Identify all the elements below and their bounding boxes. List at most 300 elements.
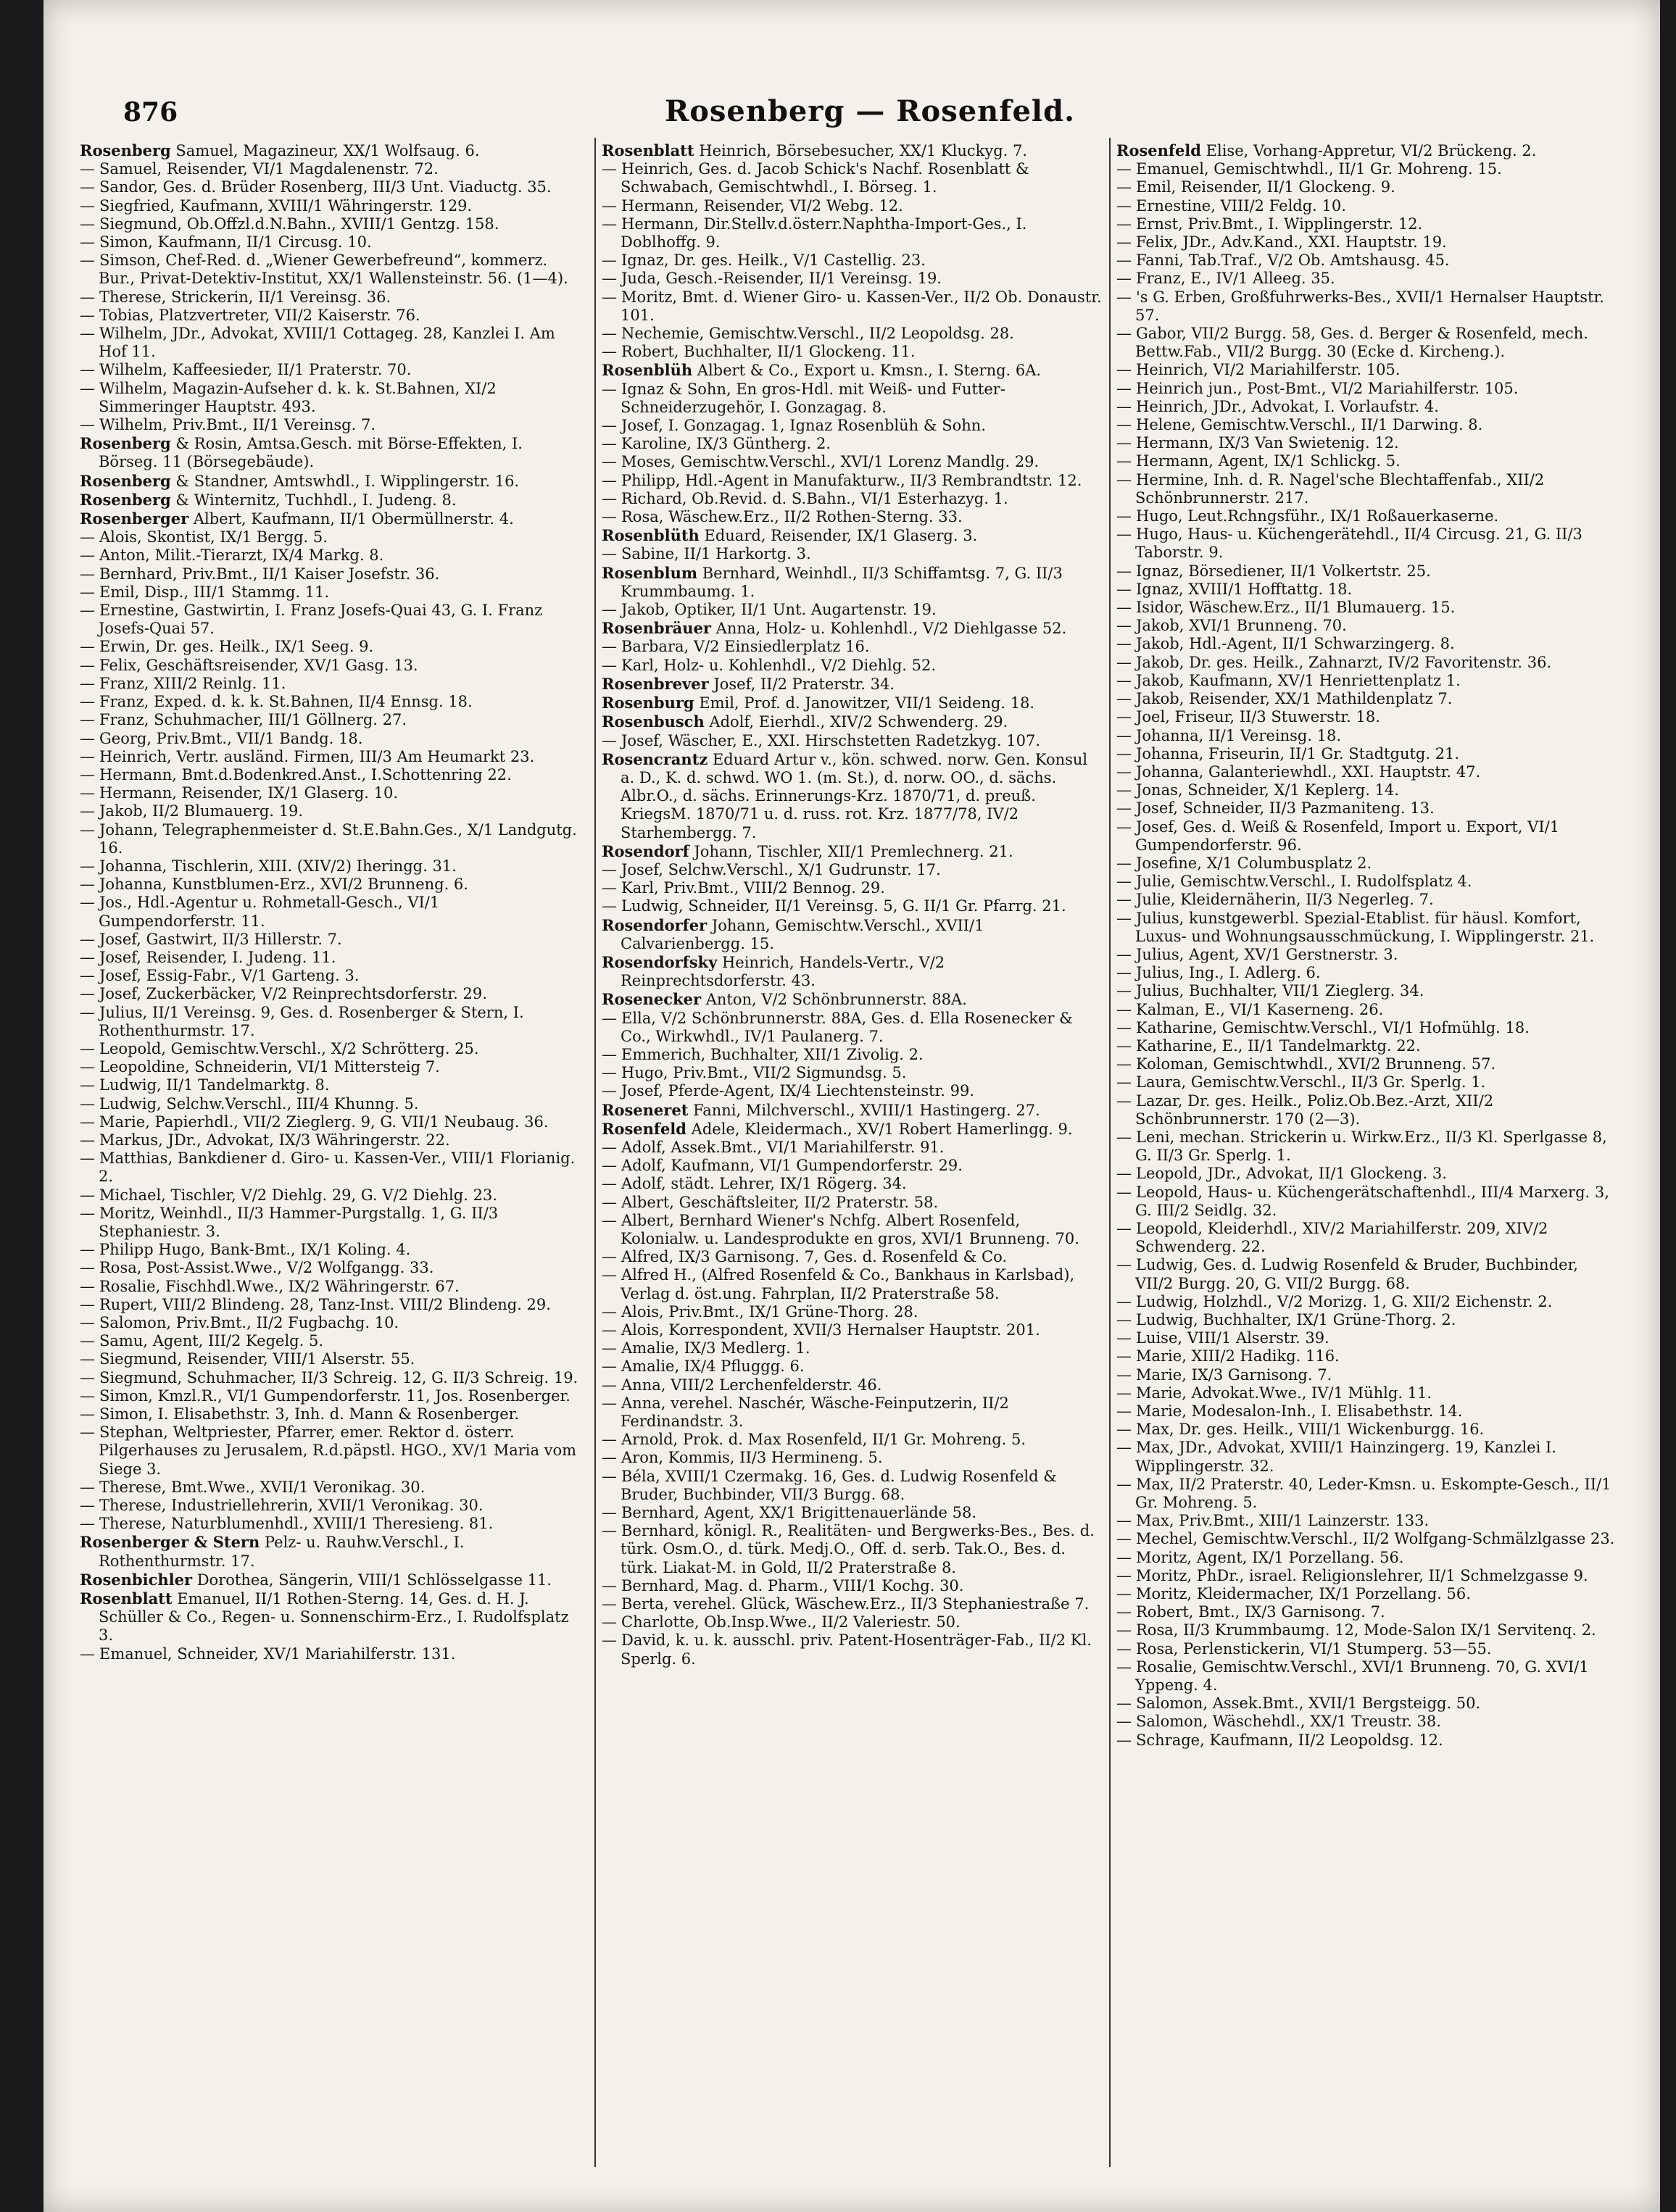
directory-entry bbox=[80, 160, 580, 178]
directory-entry bbox=[602, 953, 1102, 990]
entry-text: Rosa, Wäschew.Erz., II/2 Rothen-Sterng. 33. bbox=[621, 508, 963, 526]
directory-entry bbox=[1116, 1421, 1617, 1439]
ditto-dash: — bbox=[80, 1423, 95, 1442]
entry-text: Jakob, Kaufmann, XV/1 Henriettenplatz 1. bbox=[1136, 671, 1461, 689]
entry-text: Laura, Gemischtw.Verschl., II/3 Gr. Sperlg. 1. bbox=[1136, 1073, 1486, 1092]
directory-entry bbox=[1116, 654, 1617, 672]
ditto-dash: — bbox=[602, 288, 617, 306]
directory-entry bbox=[602, 1595, 1102, 1613]
entry-text: Heinrich, Ges. d. Jacob Schick's Nachf. Rosenblatt & Schwabach, Gemischtwhdl., I. Börseg. 1. bbox=[621, 160, 1029, 196]
ditto-dash: — bbox=[1116, 744, 1132, 762]
directory-entry bbox=[80, 967, 580, 985]
directory-entry bbox=[1116, 745, 1617, 763]
ditto-dash: — bbox=[1116, 1475, 1132, 1493]
ditto-dash: — bbox=[602, 1357, 617, 1376]
ditto-dash: — bbox=[1116, 617, 1132, 635]
directory-entry bbox=[1116, 1055, 1617, 1073]
directory-entry bbox=[1116, 946, 1617, 964]
entry-text: Therese, Industriellehrerin, XVII/1 Veronikag. 30. bbox=[99, 1497, 484, 1515]
ditto-dash: — bbox=[602, 251, 617, 270]
entry-surname: Rosendorf bbox=[602, 841, 689, 860]
ditto-dash: — bbox=[1116, 1092, 1132, 1110]
ditto-dash: — bbox=[1116, 233, 1132, 251]
directory-entry bbox=[1116, 982, 1617, 1000]
ditto-dash: — bbox=[1116, 1365, 1132, 1384]
entry-surname: Rosenbräuer bbox=[602, 619, 711, 638]
directory-entry bbox=[80, 491, 580, 510]
ditto-dash: — bbox=[1116, 964, 1132, 982]
entry-text: Bernhard, Mag. d. Pharm., VIII/1 Kochg. 30. bbox=[621, 1576, 964, 1594]
entry-text: Hugo, Haus- u. Küchengerätehdl., II/4 Circusg. 21, G. II/3 Taborstr. 9. bbox=[1135, 525, 1582, 562]
entry-text: Hermine, Inh. d. R. Nagel'sche Blechtaffenfab., XII/2 Schönbrunnerstr. 217. bbox=[1135, 470, 1545, 507]
entry-text: Pelz- u. Rauhw.Verschl., I. Rothenthurmstr. 17. bbox=[99, 1534, 465, 1570]
ditto-dash: — bbox=[602, 1631, 617, 1650]
entry-surname: Rosendorfsky bbox=[602, 952, 718, 971]
entry-text: Samuel, Magazineur, XX/1 Wolfsaug. 6. bbox=[175, 142, 480, 159]
ditto-dash: — bbox=[80, 1131, 95, 1149]
directory-entry bbox=[602, 1522, 1102, 1577]
entry-surname: Rosenecker bbox=[602, 990, 702, 1009]
entry-text: Jakob, Reisender, XX/1 Mathildenplatz 7. bbox=[1136, 690, 1453, 708]
directory-entry bbox=[602, 545, 1102, 563]
entry-text: Heinrich jun., Post-Bmt., VI/2 Mariahilferstr. 105. bbox=[1136, 379, 1519, 397]
page-header bbox=[123, 94, 1617, 138]
directory-entry bbox=[1116, 251, 1617, 270]
directory-entry bbox=[602, 361, 1102, 380]
entry-text: Johann, Telegraphenmeister d. St.E.Bahn.Ges., X/1 Landgutg. 16. bbox=[99, 820, 577, 857]
ditto-dash: — bbox=[80, 1241, 95, 1259]
entry-text: Wilhelm, Magazin-Aufseher d. k. k. St.Bahnen, XI/2 Simmeringer Hauptstr. 493. bbox=[99, 379, 497, 415]
ditto-dash: — bbox=[1116, 1548, 1132, 1566]
directory-entry bbox=[80, 546, 580, 565]
directory-entry bbox=[80, 1076, 580, 1094]
entry-text: Jakob, XVI/1 Brunneng. 70. bbox=[1136, 617, 1347, 635]
entry-text: Schrage, Kaufmann, II/2 Leopoldsg. 12. bbox=[1136, 1731, 1443, 1749]
ditto-dash: — bbox=[1116, 1018, 1132, 1036]
entry-text: Johann, Gemischtw.Verschl., XVII/1 Calvarienbergg. 15. bbox=[621, 916, 984, 952]
directory-entry bbox=[602, 1120, 1102, 1139]
directory-entry bbox=[1116, 1439, 1617, 1475]
directory-entry bbox=[80, 748, 580, 766]
ditto-dash: — bbox=[1116, 1731, 1132, 1749]
directory-entry bbox=[602, 1194, 1102, 1212]
ditto-dash: — bbox=[80, 196, 95, 215]
ditto-dash: — bbox=[1116, 215, 1132, 233]
ditto-dash: — bbox=[1116, 1128, 1132, 1146]
ditto-dash: — bbox=[80, 747, 95, 765]
entry-text: Josef, Pferde-Agent, IX/4 Liechtensteinstr. 99. bbox=[621, 1082, 975, 1100]
ditto-dash: — bbox=[80, 379, 95, 397]
entry-text: Stephan, Weltpriester, Pfarrer, emer. Rektor d. österr. Pilgerhauses zu Jerusalem, R.d.päpstl. HGO., XV/1 Maria vom Siege 3. bbox=[99, 1423, 577, 1478]
entry-text: Anna, VIII/2 Lerchenfelderstr. 46. bbox=[621, 1376, 882, 1394]
entry-text: Ernst, Priv.Bmt., I. Wipplingerstr. 12. bbox=[1136, 215, 1423, 233]
ditto-dash: — bbox=[1116, 781, 1132, 799]
directory-entry bbox=[602, 325, 1102, 343]
directory-entry bbox=[80, 583, 580, 602]
entry-text: Ella, V/2 Schönbrunnerstr. 88A, Ges. d. Ella Rosenecker & Co., Wirkwhdl., IV/1 Paulanerg. 7. bbox=[621, 1009, 1073, 1045]
directory-entry bbox=[1116, 288, 1617, 325]
ditto-dash: — bbox=[80, 1497, 95, 1515]
entry-text: Aron, Kommis, II/3 Hermineng. 5. bbox=[621, 1449, 883, 1467]
directory-entry bbox=[80, 1515, 580, 1533]
entry-text: Therese, Bmt.Wwe., XVII/1 Veronikag. 30. bbox=[99, 1478, 426, 1496]
entry-text: Rosa, II/3 Krummbaumg. 12, Mode-Salon IX/1 Servitenq. 2. bbox=[1136, 1621, 1596, 1639]
entry-text: Arnold, Prok. d. Max Rosenfeld, II/1 Gr. Mohreng. 5. bbox=[621, 1431, 1026, 1449]
ditto-dash: — bbox=[1116, 1439, 1132, 1457]
entry-text: Philipp, Hdl.-Agent in Manufakturw., II/3 Rembrandtstr. 12. bbox=[621, 471, 1082, 489]
entry-text: Therese, Strickerin, II/1 Vereinsg. 36. bbox=[99, 288, 391, 306]
directory-entry bbox=[80, 1314, 580, 1332]
ditto-dash: — bbox=[1116, 1658, 1132, 1676]
entry-text: Ludwig, Buchhalter, IX/1 Grüne-Thorg. 2. bbox=[1136, 1311, 1456, 1329]
entry-surname: Rosenblatt bbox=[602, 141, 694, 159]
ditto-dash: — bbox=[1116, 1183, 1132, 1201]
page-title: Rosenberg — Rosenfeld. bbox=[664, 94, 1075, 128]
directory-entry bbox=[602, 1613, 1102, 1631]
entry-text: Josef, Gastwirt, II/3 Hillerstr. 7. bbox=[99, 930, 342, 948]
entry-text: & Standner, Amtswhdl., I. Wipplingerstr. 16. bbox=[175, 472, 520, 490]
entry-text: Moritz, Bmt. d. Wiener Giro- u. Kassen-Ver., II/2 Ob. Donaustr. 101. bbox=[621, 288, 1102, 324]
directory-entry bbox=[602, 1064, 1102, 1082]
ditto-dash: — bbox=[602, 860, 617, 878]
directory-entry bbox=[80, 675, 580, 693]
ditto-dash: — bbox=[602, 435, 617, 453]
directory-entry bbox=[602, 861, 1102, 879]
directory-entry bbox=[602, 1357, 1102, 1376]
entry-text: Heinrich, JDr., Advokat, I. Vorlaufstr. 4. bbox=[1136, 397, 1439, 415]
ditto-dash: — bbox=[602, 1576, 617, 1594]
directory-entry bbox=[80, 1423, 580, 1479]
ditto-dash: — bbox=[1116, 288, 1132, 306]
ditto-dash: — bbox=[1116, 1036, 1132, 1055]
ditto-dash: — bbox=[602, 1211, 617, 1229]
entry-text: Marie, Advokat.Wwe., IV/1 Mühlg. 11. bbox=[1136, 1384, 1432, 1402]
entry-text: Hermann, Reisender, VI/2 Webg. 12. bbox=[621, 196, 903, 215]
directory-entry bbox=[80, 711, 580, 729]
directory-entry bbox=[602, 842, 1102, 861]
directory-entry bbox=[1116, 1256, 1617, 1292]
entry-text: Karoline, IX/3 Güntherg. 2. bbox=[621, 435, 831, 453]
entry-text: Josef, Selchw.Verschl., X/1 Gudrunstr. 17. bbox=[621, 860, 941, 878]
entry-surname: Rosencrantz bbox=[602, 749, 708, 768]
entry-text: Therese, Naturblumenhdl., XVIII/1 Theresieng. 81. bbox=[99, 1515, 494, 1533]
entry-text: Heinrich, Vertr. ausländ. Firmen, III/3 Am Heumarkt 23. bbox=[99, 747, 535, 765]
entry-text: Johanna, Galanteriewhdl., XXI. Hauptstr. 47. bbox=[1136, 762, 1481, 781]
entry-text: Ludwig, Ges. d. Ludwig Rosenfeld & Bruder, Buchbinder, VII/2 Burgg. 20, G. VII/2 Burgg. 68. bbox=[1135, 1256, 1578, 1292]
directory-column-1 bbox=[80, 141, 580, 1663]
entry-text: Simson, Chef-Red. d. „Wiener Gewerbefreund“, kommerz. Bur., Privat-Detektiv-Institut, XX/1 Wallensteinstr. 56. (1—4). bbox=[99, 251, 568, 288]
directory-entry bbox=[1116, 434, 1617, 452]
directory-entry bbox=[1116, 525, 1617, 562]
ditto-dash: — bbox=[602, 1266, 617, 1284]
entry-surname: Rosenbrever bbox=[602, 674, 709, 693]
ditto-dash: — bbox=[1116, 982, 1132, 1000]
directory-entry bbox=[1116, 197, 1617, 215]
ditto-dash: — bbox=[602, 471, 617, 489]
directory-entry bbox=[80, 1332, 580, 1350]
ditto-dash: — bbox=[80, 1204, 95, 1222]
directory-entry bbox=[1116, 581, 1617, 599]
entry-text: Jakob, Hdl.-Agent, II/1 Schwarzingerg. 8. bbox=[1136, 635, 1455, 653]
entry-text: Julie, Gemischtw.Verschl., I. Rudolfsplatz 4. bbox=[1136, 873, 1472, 891]
entry-text: Wilhelm, Priv.Bmt., II/1 Vereinsg. 7. bbox=[99, 416, 376, 434]
directory-entry bbox=[1116, 1476, 1617, 1512]
directory-entry bbox=[80, 693, 580, 711]
directory-entry bbox=[1116, 471, 1617, 507]
entry-text: Julius, II/1 Vereinsg. 9, Ges. d. Rosenberger & Stern, I. Rothenthurmstr. 17. bbox=[99, 1003, 524, 1039]
entry-surname: Rosendorfer bbox=[602, 915, 708, 934]
directory-entry bbox=[1116, 1037, 1617, 1055]
entry-text: Lazar, Dr. ges. Heilk., Poliz.Ob.Bez.-Arzt, XII/2 Schönbrunnerstr. 170 (2—3). bbox=[1135, 1092, 1494, 1128]
entry-text: Jonas, Schneider, X/1 Keplerg. 14. bbox=[1136, 781, 1399, 799]
entry-text: Julius, Agent, XV/1 Gerstnerstr. 3. bbox=[1136, 945, 1398, 963]
ditto-dash: — bbox=[80, 1186, 95, 1204]
directory-entry bbox=[1116, 1184, 1617, 1220]
entry-text: Josef, Wäscher, E., XXI. Hirschstetten Radetzkyg. 107. bbox=[621, 731, 1041, 749]
ditto-dash: — bbox=[1116, 1402, 1132, 1421]
entry-text: Bernhard, Agent, XX/1 Brigittenauerlände 58. bbox=[621, 1504, 977, 1522]
directory-entry bbox=[80, 325, 580, 361]
entry-text: Bernhard, Weinhdl., II/3 Schiffamtsg. 7, G. II/3 Krummbaumg. 1. bbox=[621, 564, 1063, 600]
ditto-dash: — bbox=[80, 1332, 95, 1350]
entry-text: Heinrich, Börsebesucher, XX/1 Kluckyg. 7. bbox=[699, 142, 1028, 159]
directory-entry bbox=[1116, 1329, 1617, 1347]
directory-column-2 bbox=[602, 141, 1102, 1668]
entry-text: Alois, Skontist, IX/1 Bergg. 5. bbox=[99, 528, 328, 546]
ditto-dash: — bbox=[602, 343, 617, 361]
directory-entry bbox=[602, 601, 1102, 619]
entry-text: Albert, Kaufmann, II/1 Obermüllnerstr. 4. bbox=[193, 510, 514, 528]
directory-entry bbox=[80, 251, 580, 288]
ditto-dash: — bbox=[80, 416, 95, 434]
entry-text: Robert, Buchhalter, II/1 Glockeng. 11. bbox=[621, 343, 916, 361]
ditto-dash: — bbox=[80, 638, 95, 656]
directory-entry bbox=[1116, 690, 1617, 708]
ditto-dash: — bbox=[602, 1175, 617, 1193]
directory-entry bbox=[80, 1571, 580, 1589]
entry-surname: Rosenfeld bbox=[1116, 141, 1201, 159]
ditto-dash: — bbox=[80, 160, 95, 178]
entry-text: Isidor, Wäschew.Erz., II/1 Blumauerg. 15. bbox=[1136, 599, 1456, 617]
directory-entry bbox=[1116, 1658, 1617, 1695]
ditto-dash: — bbox=[1116, 1566, 1132, 1584]
directory-entry bbox=[1116, 672, 1617, 690]
entry-text: Tobias, Platzvertreter, VII/2 Kaiserstr. 76. bbox=[99, 306, 420, 324]
directory-entry bbox=[1116, 361, 1617, 379]
entry-text: Erwin, Dr. ges. Heilk., IX/1 Seeg. 9. bbox=[99, 638, 374, 656]
directory-entry bbox=[1116, 215, 1617, 233]
entry-text: Sabine, II/1 Harkortg. 3. bbox=[621, 545, 811, 563]
ditto-dash: — bbox=[1116, 1621, 1132, 1639]
directory-entry bbox=[602, 1010, 1102, 1046]
entry-text: Johanna, Tischlerin, XIII. (XIV/2) Iheringg. 31. bbox=[99, 857, 457, 875]
directory-entry bbox=[1116, 763, 1617, 781]
directory-entry bbox=[80, 1095, 580, 1113]
entry-text: Hermann, Agent, IX/1 Schlickg. 5. bbox=[1136, 452, 1401, 470]
entry-text: Siegmund, Schuhmacher, II/3 Schreig. 12, G. II/3 Schreig. 19. bbox=[99, 1368, 578, 1386]
directory-entry bbox=[80, 949, 580, 967]
directory-entry bbox=[80, 510, 580, 528]
entry-text: Emil, Disp., III/1 Stammg. 11. bbox=[99, 583, 330, 601]
entry-text: Siegmund, Reisender, VIII/1 Alserstr. 55. bbox=[99, 1350, 415, 1368]
entry-text: Julius, Buchhalter, VII/1 Zieglerg. 34. bbox=[1136, 982, 1424, 1000]
directory-entry bbox=[1116, 635, 1617, 653]
ditto-dash: — bbox=[1116, 1055, 1132, 1073]
ditto-dash: — bbox=[80, 1314, 95, 1331]
directory-entry bbox=[602, 472, 1102, 490]
directory-entry bbox=[602, 251, 1102, 270]
entry-text: Moritz, Kleidermacher, IX/1 Porzellang. 56. bbox=[1136, 1585, 1471, 1603]
entry-surname: Rosenberg bbox=[80, 490, 171, 509]
ditto-dash: — bbox=[1116, 251, 1132, 270]
ditto-dash: — bbox=[80, 565, 95, 583]
directory-entry bbox=[80, 1113, 580, 1131]
directory-entry bbox=[80, 380, 580, 416]
directory-entry bbox=[1116, 452, 1617, 470]
directory-entry bbox=[1116, 1073, 1617, 1092]
directory-entry bbox=[1116, 1621, 1617, 1639]
entry-surname: Rosenberg bbox=[80, 471, 171, 490]
ditto-dash: — bbox=[602, 1595, 617, 1613]
ditto-dash: — bbox=[1116, 1073, 1132, 1092]
directory-entry bbox=[1116, 1293, 1617, 1311]
ditto-dash: — bbox=[602, 325, 617, 343]
entry-text: Leopold, Gemischtw.Verschl., X/2 Schrötterg. 25. bbox=[99, 1039, 479, 1057]
entry-text: Johanna, Kunstblumen-Erz., XVI/2 Brunneng. 6. bbox=[99, 876, 468, 894]
directory-entry bbox=[80, 434, 580, 471]
entry-text: Katharine, E., II/1 Tandelmarktg. 22. bbox=[1136, 1036, 1421, 1055]
ditto-dash: — bbox=[80, 711, 95, 729]
entry-surname: Rosenblatt bbox=[80, 1589, 173, 1608]
entry-text: Moritz, PhDr., israel. Religionslehrer, II/1 Schmelzgasse 9. bbox=[1136, 1566, 1588, 1584]
entry-text: Max, JDr., Advokat, XVIII/1 Hainzingerg. 19, Kanzlei I. Wipplingerstr. 32. bbox=[1135, 1439, 1556, 1475]
entry-text: Hugo, Priv.Bmt., VII/2 Sigmundsg. 5. bbox=[621, 1064, 907, 1082]
ditto-dash: — bbox=[80, 233, 95, 251]
directory-entry bbox=[602, 638, 1102, 656]
entry-text: Moritz, Agent, IX/1 Porzellang. 56. bbox=[1136, 1548, 1404, 1566]
directory-entry bbox=[80, 1589, 580, 1645]
ditto-dash: — bbox=[1116, 325, 1132, 343]
directory-entry bbox=[602, 381, 1102, 417]
entry-text: Ludwig, Schneider, II/1 Vereinsg. 5, G. II/1 Gr. Pfarrg. 21. bbox=[621, 897, 1066, 915]
ditto-dash: — bbox=[80, 857, 95, 875]
entry-text: Marie, Modesalon-Inh., I. Elisabethstr. 14. bbox=[1136, 1402, 1463, 1421]
ditto-dash: — bbox=[1116, 525, 1132, 544]
directory-entry bbox=[602, 453, 1102, 471]
entry-surname: Rosenberger & Stern bbox=[80, 1533, 260, 1552]
directory-entry bbox=[80, 528, 580, 546]
entry-text: Marie, IX/3 Garnisong. 7. bbox=[1136, 1365, 1332, 1384]
ditto-dash: — bbox=[602, 1504, 617, 1522]
directory-entry bbox=[602, 990, 1102, 1009]
directory-entry bbox=[602, 141, 1102, 160]
directory-entry bbox=[1116, 1549, 1617, 1567]
ditto-dash: — bbox=[80, 1368, 95, 1386]
ditto-dash: — bbox=[80, 1478, 95, 1496]
column-divider bbox=[594, 138, 596, 2167]
entry-surname: Rosenbusch bbox=[602, 712, 705, 731]
directory-entry bbox=[602, 288, 1102, 325]
entry-text: Robert, Bmt., IX/3 Garnisong. 7. bbox=[1136, 1603, 1385, 1621]
directory-entry bbox=[1116, 1311, 1617, 1329]
ditto-dash: — bbox=[1116, 873, 1132, 891]
directory-entry bbox=[1116, 1603, 1617, 1621]
directory-entry bbox=[1116, 1640, 1617, 1658]
entry-text: Fanni, Tab.Traf., V/2 Ob. Amtshausg. 45. bbox=[1136, 251, 1450, 270]
ditto-dash: — bbox=[80, 1113, 95, 1131]
ditto-dash: — bbox=[1116, 1603, 1132, 1621]
directory-entry bbox=[1116, 1347, 1617, 1365]
directory-entry bbox=[80, 1278, 580, 1296]
entry-text: Katharine, Gemischtw.Verschl., VI/1 Hofmühlg. 18. bbox=[1136, 1018, 1530, 1036]
ditto-dash: — bbox=[80, 1350, 95, 1368]
entry-text: Johann, Tischler, XII/1 Premlechnerg. 21. bbox=[694, 842, 1013, 860]
ditto-dash: — bbox=[1116, 397, 1132, 415]
entry-text: Albert, Geschäftsleiter, II/2 Praterstr. 58. bbox=[621, 1193, 939, 1211]
ditto-dash: — bbox=[602, 489, 617, 507]
ditto-dash: — bbox=[602, 638, 617, 656]
directory-entry bbox=[1116, 1695, 1617, 1713]
ditto-dash: — bbox=[602, 1302, 617, 1321]
entry-surname: Roseneret bbox=[602, 1100, 689, 1119]
entry-text: Leopold, Haus- u. Küchengerätschaftenhdl., III/4 Marxerg. 3, G. III/2 Seidlg. 32. bbox=[1135, 1183, 1609, 1219]
entry-text: Dorothea, Sängerin, VIII/1 Schlösselgasse 11. bbox=[196, 1571, 552, 1589]
ditto-dash: — bbox=[1116, 708, 1132, 726]
directory-entry bbox=[1116, 1713, 1617, 1731]
ditto-dash: — bbox=[1116, 580, 1132, 598]
directory-entry bbox=[80, 565, 580, 583]
ditto-dash: — bbox=[80, 1058, 95, 1076]
entry-text: Helene, Gemischtw.Verschl., II/1 Darwing. 8. bbox=[1136, 416, 1483, 434]
directory-entry bbox=[1116, 1092, 1617, 1128]
entry-text: Leni, mechan. Strickerin u. Wirkw.Erz., II/3 Kl. Sperlgasse 8, G. II/3 Gr. Sperlg. 1. bbox=[1135, 1128, 1607, 1165]
directory-entry bbox=[1116, 380, 1617, 398]
entry-text: Felix, Geschäftsreisender, XV/1 Gasg. 13. bbox=[99, 656, 418, 674]
entry-text: Franz, Schuhmacher, III/1 Göllnerg. 27. bbox=[99, 711, 407, 729]
directory-entry bbox=[1116, 1731, 1617, 1750]
ditto-dash: — bbox=[602, 1138, 617, 1156]
directory-entry bbox=[602, 490, 1102, 508]
directory-entry bbox=[80, 638, 580, 656]
directory-entry bbox=[80, 215, 580, 233]
directory-entry bbox=[602, 1339, 1102, 1357]
entry-text: Ignaz, Börsediener, II/1 Volkertstr. 25. bbox=[1136, 562, 1431, 580]
ditto-dash: — bbox=[80, 215, 95, 233]
ditto-dash: — bbox=[1116, 1000, 1132, 1018]
ditto-dash: — bbox=[1116, 1512, 1132, 1530]
entry-text: Julius, kunstgewerbl. Spezial-Etablist. für häusl. Komfort, Luxus- und Wohnungsausschmückung, I. Wipplingerstr. 21. bbox=[1135, 909, 1595, 945]
ditto-dash: — bbox=[1116, 635, 1132, 653]
directory-entry bbox=[80, 1058, 580, 1076]
ditto-dash: — bbox=[80, 1003, 95, 1021]
directory-entry bbox=[602, 160, 1102, 196]
ditto-dash: — bbox=[1116, 160, 1132, 178]
directory-entry bbox=[80, 141, 580, 160]
entry-text: Julius, Ing., I. Adlerg. 6. bbox=[1136, 964, 1321, 982]
directory-entry bbox=[80, 730, 580, 748]
entry-text: Josef, Ges. d. Weiß & Rosenfeld, Import u. Export, VI/1 Gumpendorferstr. 96. bbox=[1135, 818, 1560, 854]
entry-text: Ernestine, VIII/2 Feldg. 10. bbox=[1136, 196, 1346, 215]
entry-text: Josefine, X/1 Columbusplatz 2. bbox=[1136, 854, 1372, 872]
ditto-dash: — bbox=[1116, 891, 1132, 909]
directory-entry bbox=[602, 1303, 1102, 1321]
directory-entry bbox=[602, 1631, 1102, 1668]
directory-entry bbox=[602, 879, 1102, 897]
entry-text: Koloman, Gemischtwhdl., XVI/2 Brunneng. 57. bbox=[1136, 1055, 1496, 1073]
directory-entry bbox=[80, 802, 580, 820]
ditto-dash: — bbox=[602, 1613, 617, 1631]
entry-text: Leopold, JDr., Advokat, II/1 Glockeng. 3. bbox=[1136, 1165, 1447, 1183]
